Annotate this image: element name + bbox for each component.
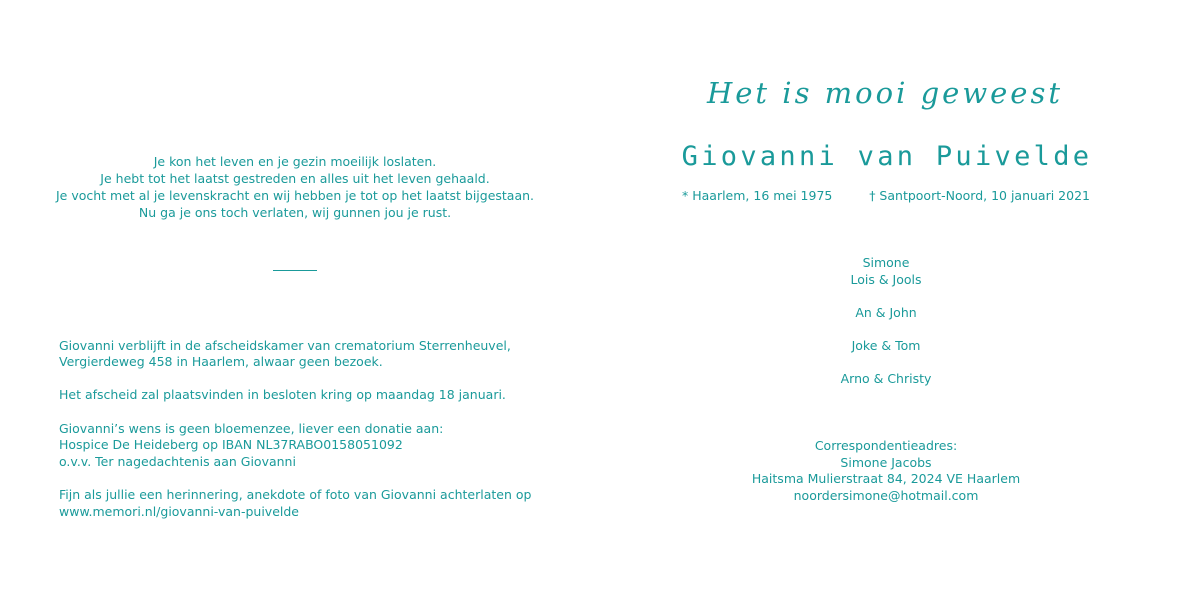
family-member: Arno & Christy	[840, 371, 932, 387]
section-divider	[273, 270, 317, 271]
funeral-notices	[59, 321, 579, 537]
family-member: An & John	[855, 304, 917, 320]
family-member: Joke & Tom	[851, 337, 921, 353]
death-date: † Santpoort-Noord, 10 januari 2021	[869, 188, 1090, 203]
family-group	[736, 371, 1036, 388]
notice-line: Giovanni’s wens is geen bloemenzee, liever een donatie aan:	[59, 420, 444, 436]
correspondence-address	[726, 438, 1046, 504]
birth-date: * Haarlem, 16 mei 1975	[682, 188, 833, 203]
family-group	[736, 305, 1036, 322]
notice-line: Het afscheid zal plaatsvinden in besloten kring op maandag 18 januari.	[59, 387, 506, 403]
address-contact: Simone Jacobs	[840, 454, 932, 470]
address-heading: Correspondentieadres:	[814, 438, 958, 453]
motto-script: Het is mooi geweest	[706, 76, 1064, 110]
poem-line-1: Je kon het leven en je gezin moeilijk loslaten.	[153, 154, 437, 169]
family-group	[736, 255, 1036, 288]
notice-line: Vergierdeweg 458 in Haarlem, alwaar geen bezoek.	[59, 354, 383, 370]
family-group	[736, 338, 1036, 355]
notice-line: Giovanni verblijft in de afscheidskamer van crematorium Sterrenheuvel,	[59, 337, 511, 353]
poem-line-2: Je hebt tot het laatst gestreden en alles uit het leven gehaald.	[100, 171, 490, 186]
address-email: noordersimone@hotmail.com	[793, 487, 979, 503]
notice-line: Fijn als jullie een herinnering, anekdote of foto van Giovanni achterlaten op	[59, 486, 532, 502]
family-member: Simone	[862, 255, 910, 270]
family-member: Lois & Jools	[850, 271, 922, 287]
notice-line: o.v.v. Ter nagedachtenis aan Giovanni	[59, 453, 296, 469]
memori-link: www.memori.nl/giovanni-van-puivelde	[59, 503, 299, 519]
notice-line: Hospice De Heideberg op IBAN NL37RABO0158051092	[59, 437, 403, 453]
deceased-name: Giovanni van Puivelde	[681, 141, 1093, 172]
address-street: Haitsma Mulierstraat 84, 2024 VE Haarlem	[751, 471, 1021, 487]
poem-line-3: Je vocht met al je levenskracht en wij hebben je tot op het laatst bijgestaan.	[55, 188, 535, 203]
poem-line-4: Nu ga je ons toch verlaten, wij gunnen jou je rust.	[138, 205, 452, 220]
family-list	[736, 255, 1036, 404]
memorial-poem	[40, 153, 550, 221]
